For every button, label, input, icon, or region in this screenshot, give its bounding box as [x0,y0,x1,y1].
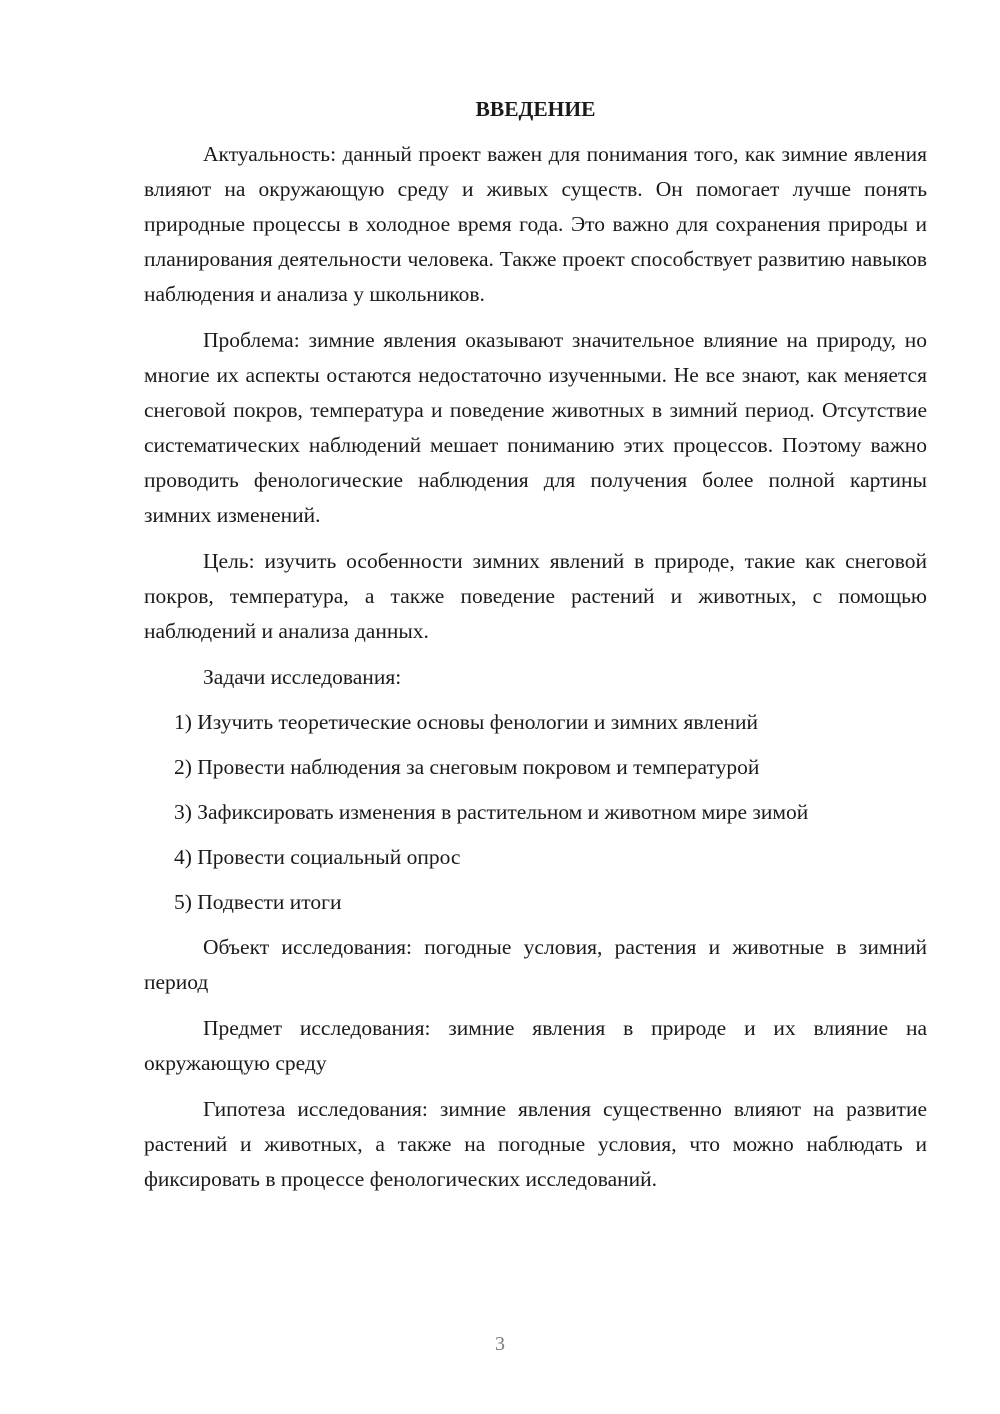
task-item: 3) Зафиксировать изменения в растительном и животном мире зимой [174,800,809,824]
object-paragraph: Объект исследования: погодные условия, растения и животные в зимний период [144,935,927,994]
hypothesis-paragraph: Гипотеза исследования: зимние явления существенно влияют на развитие растений и животных, а также на погодные условия, что можно наблюдать и фиксировать в процессе фенологических исследований. [144,1097,927,1191]
document-page [144,92,927,1208]
subject-paragraph: Предмет исследования: зимние явления в природе и их влияние на окружающую среду [144,1016,927,1075]
problem-paragraph: Проблема: зимние явления оказывают значительное влияние на природу, но многие их аспекты остаются недостаточно изученными. Не все знают, как меняется снеговой покров, температура и поведение животных в зимний период. Отсутствие систематических наблюдений мешает пониманию этих процессов. Поэтому важно проводить фенологические наблюдения для получения более полной картины зимних изменений. [144,328,927,527]
relevance-paragraph: Актуальность: данный проект важен для понимания того, как зимние явления влияют на окружающую среду и живых существ. Он помогает лучше понять природные процессы в холодное время года. Это важно для сохранения природы и планирования деятельности человека. Также проект способствует развитию навыков наблюдения и анализа у школьников. [144,142,927,306]
task-item: 4) Провести социальный опрос [174,845,461,869]
page-number: 3 [495,1333,505,1355]
goal-paragraph: Цель: изучить особенности зимних явлений в природе, такие как снеговой покров, температура, а также поведение растений и животных, с помощью наблюдений и анализа данных. [144,549,927,643]
tasks-label: Задачи исследования: [203,665,402,689]
task-item: 1) Изучить теоретические основы фенологии и зимних явлений [174,710,759,734]
task-item: 2) Провести наблюдения за снеговым покровом и температурой [174,755,760,779]
tasks-list [144,705,927,920]
section-title: ВВЕДЕНИЕ [475,97,596,121]
task-item: 5) Подвести итоги [174,890,342,914]
